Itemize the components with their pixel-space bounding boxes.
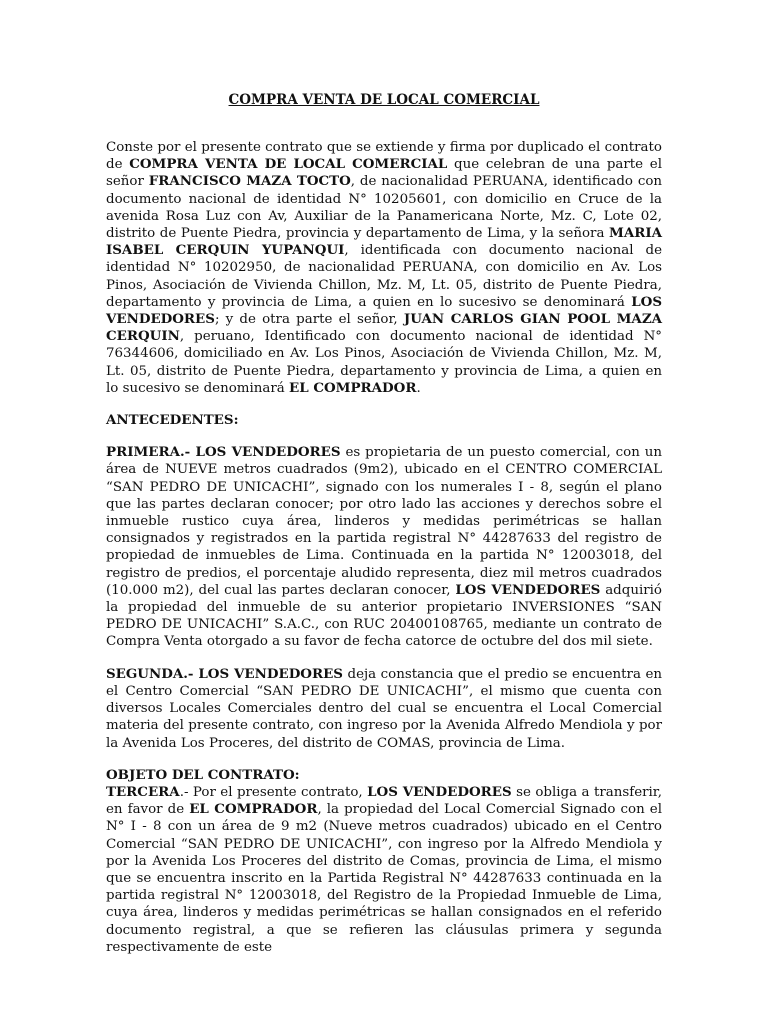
bold-text-run: COMPRA VENTA DE LOCAL COMERCIAL [129,156,448,173]
intro-paragraph [106,139,662,397]
text-run: deja constancia que el predio se encuentra en el Centro Comercial “SAN PEDRO DE UNICACHI”, el mismo que cuenta con diversos Locales Comerciales dentro del cual se encuentra el Local Comercial materia del presente contrato, con ingreso por la Avenida Alfredo Mendiola y por la Avenida Los Proceres, del distrito de COMAS, provincia de Lima. [106,666,663,751]
bold-text-run: MARIA ISABEL CERQUIN YUPANQUI [106,225,662,259]
bold-text-run: LOS VENDEDORES [106,293,662,328]
text-run: , la propiedad del Local Comercial Signado con el N° I - 8 con un área de 9 m2 (Nueve metros cuadrados) ubicado en el Centro Comercial “SAN PEDRO DE UNICACHI”, con ingreso por la Alfredo Mendiola y por la Avenida Los Proceres del distrito de Comas, provincia de Lima, el mismo que se encuentra inscrito en la Partida Registral N° 44287633 continuada en la partida registral N° 12003018, del Registro de la Propiedad Inmueble de Lima, cuya área, linderos y medidas perimétricas se hallan consignados en el referido documento registral, a que se refieren las cláusulas primera y segunda respectivamente de este [106,802,662,955]
text-run: ; y de otra parte el señor, [214,312,404,328]
text-run: . [416,380,421,396]
text-run: adquirió la propiedad del inmueble de su anterior propietario INVERSIONES “SAN PEDRO DE UNICACHI” S.A.C., con RUC 20400108765, mediante un contrato de Compra Venta otorgado a su favor de fecha catorce de octubre del dos mil siete. [106,582,662,650]
clause-tercera [106,784,662,956]
document-body [106,139,662,956]
text-run: Conste por el presente contrato que se extiende y firma por duplicado el contrato de [106,140,662,173]
bold-text-run: SEGUNDA.- LOS VENDEDORES [106,665,343,682]
bold-text-run: FRANCISCO MAZA TOCTO [148,173,351,190]
antecedentes-heading: ANTECEDENTES: [106,412,239,429]
objeto-heading: OBJETO DEL CONTRATO: [106,766,300,783]
text-run: , de nacionalidad PERUANA, identificado con documento nacional de identidad N° 10205601, con domicilio en Cruce de la avenida Rosa Luz con Av, Auxiliar de la Panamericana Norte, Mz. C, Lote 02, distrito de Puente Piedra, provincia y departamento de Lima, y la señora [106,174,663,242]
bold-text-run: LOS VENDEDORES [455,581,601,598]
bold-text-run: EL COMPRADOR [289,379,417,396]
text-run: , identificada con documento nacional de identidad N° 10202950, de nacionalidad PERUANA, con domicilio en Av. Los Pinos, Asociación de Vivienda Chillon, Mz. M, Lt. 05, distrito de Puente Piedra, departamento y provincia de Lima, a quien en lo sucesivo se denominará [106,243,663,310]
text-run: que celebran de una parte el señor [106,157,662,190]
clause-primera [106,444,662,650]
bold-text-run: TERCERA [106,783,180,800]
text-run: se obliga a transferir, en favor de [106,784,662,818]
text-run: , peruano, Identificado con documento nacional de identidad N° 76344606, domiciliado en Av. Los Pinos, Asociación de Vivienda Chillon, Mz. M, Lt. 05, distrito de Puente Piedra, departamento y provincia de Lima, a quien en lo sucesivo se denominará [106,329,662,396]
bold-text-run: LOS VENDEDORES [367,783,512,800]
bold-text-run: EL COMPRADOR [189,801,318,818]
text-run: es propietaria de un puesto comercial, con un área de NUEVE metros cuadrados (9m2), ubicado en el CENTRO COMERCIAL “SAN PEDRO DE UNICACHI”, signado con los numerales I - 8, según el plano que las partes declaran conocer; por otro lado las acciones y derechos sobre el inmueble rustico cuya área, linderos y medidas perimétricas se hallan consignados y registrados en la partida registral N° 44287633 del registro de propiedad de inmuebles de Lima. Continuada en la partida N° 12003018, del registro de predios, el porcentaje aludido representa, diez mil metros cuadrados (10.000 m2), del cual las partes declaran conocer, [106,445,662,598]
text-run: .- Por el presente contrato, [179,784,368,800]
bold-text-run: JUAN CARLOS GIAN POOL MAZA CERQUIN [106,311,662,345]
document-title: COMPRA VENTA DE LOCAL COMERCIAL [228,92,540,108]
bold-text-run: PRIMERA.- LOS VENDEDORES [106,444,341,461]
clause-segunda [106,666,662,752]
